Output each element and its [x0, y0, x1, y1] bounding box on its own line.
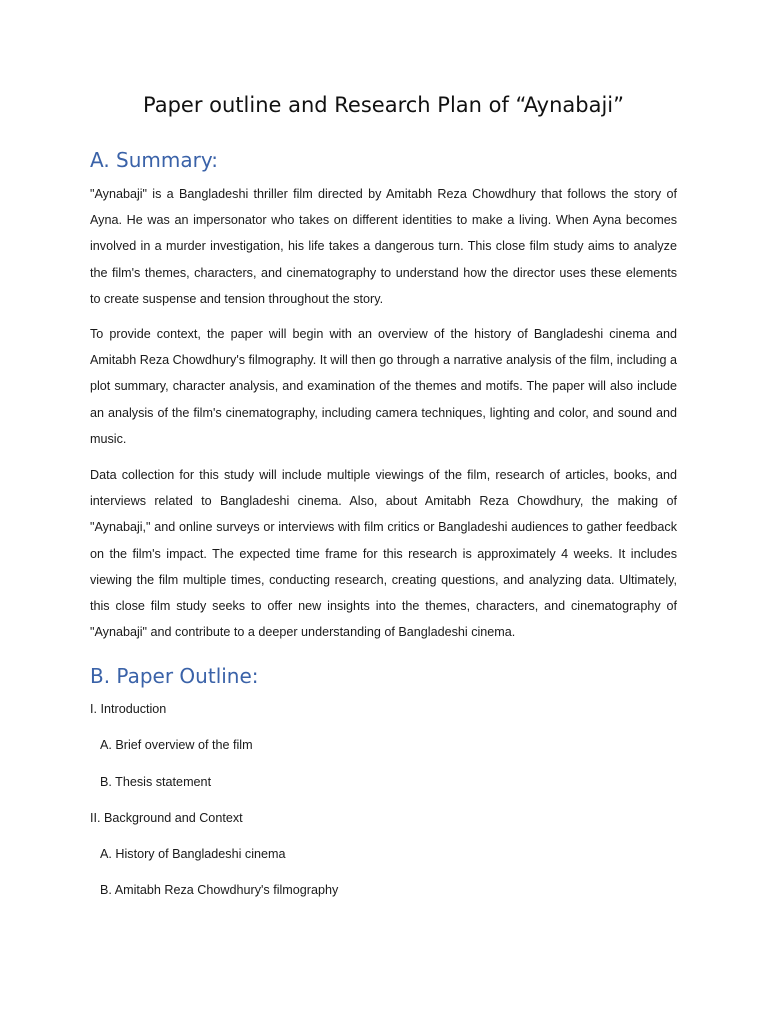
summary-heading: A. Summary:: [90, 148, 218, 172]
outline-item: B. Thesis statement: [100, 775, 212, 789]
outline-item: A. History of Bangladeshi cinema: [100, 847, 286, 861]
outline-item: B. Amitabh Reza Chowdhury's filmography: [100, 883, 339, 897]
outline-item: A. Brief overview of the film: [100, 738, 253, 752]
summary-paragraph: "Aynabaji" is a Bangladeshi thriller film directed by Amitabh Reza Chowdhury that follows the story of Ayna. He was an impersonator who takes on different identities to make a living. When Ayna becomes involved in a murder investigation, his life takes a dangerous turn. This close film study aims to analyze the film's themes, characters, and cinematography to understand how the director uses these elements to create suspense and tension throughout the story.: [90, 187, 677, 306]
outline-heading: B. Paper Outline:: [90, 664, 259, 688]
outline-item: II. Background and Context: [90, 811, 243, 825]
summary-paragraph: Data collection for this study will include multiple viewings of the film, research of articles, books, and interviews related to Bangladeshi cinema. Also, about Amitabh Reza Chowdhury, the making of "Aynabaji," and online surveys or interviews with film critics or Bangladeshi audiences to gather feedback on the film's impact. The expected time frame for this research is approximately 4 weeks. It includes viewing the film multiple times, conducting research, creating questions, and analyzing data. Ultimately, this close film study seeks to offer new insights into the themes, characters, and cinematography of "Aynabaji" and contribute to a deeper understanding of Bangladeshi cinema.: [90, 468, 677, 640]
document-title: Paper outline and Research Plan of “Aynabaji”: [142, 93, 625, 117]
outline-item: I. Introduction: [90, 702, 167, 716]
summary-paragraph: To provide context, the paper will begin with an overview of the history of Bangladeshi cinema and Amitabh Reza Chowdhury's filmography. It will then go through a narrative analysis of the film, including a plot summary, character analysis, and examination of the themes and motifs. The paper will also include an analysis of the film's cinematography, including camera techniques, lighting and color, and sound and music.: [90, 327, 677, 446]
